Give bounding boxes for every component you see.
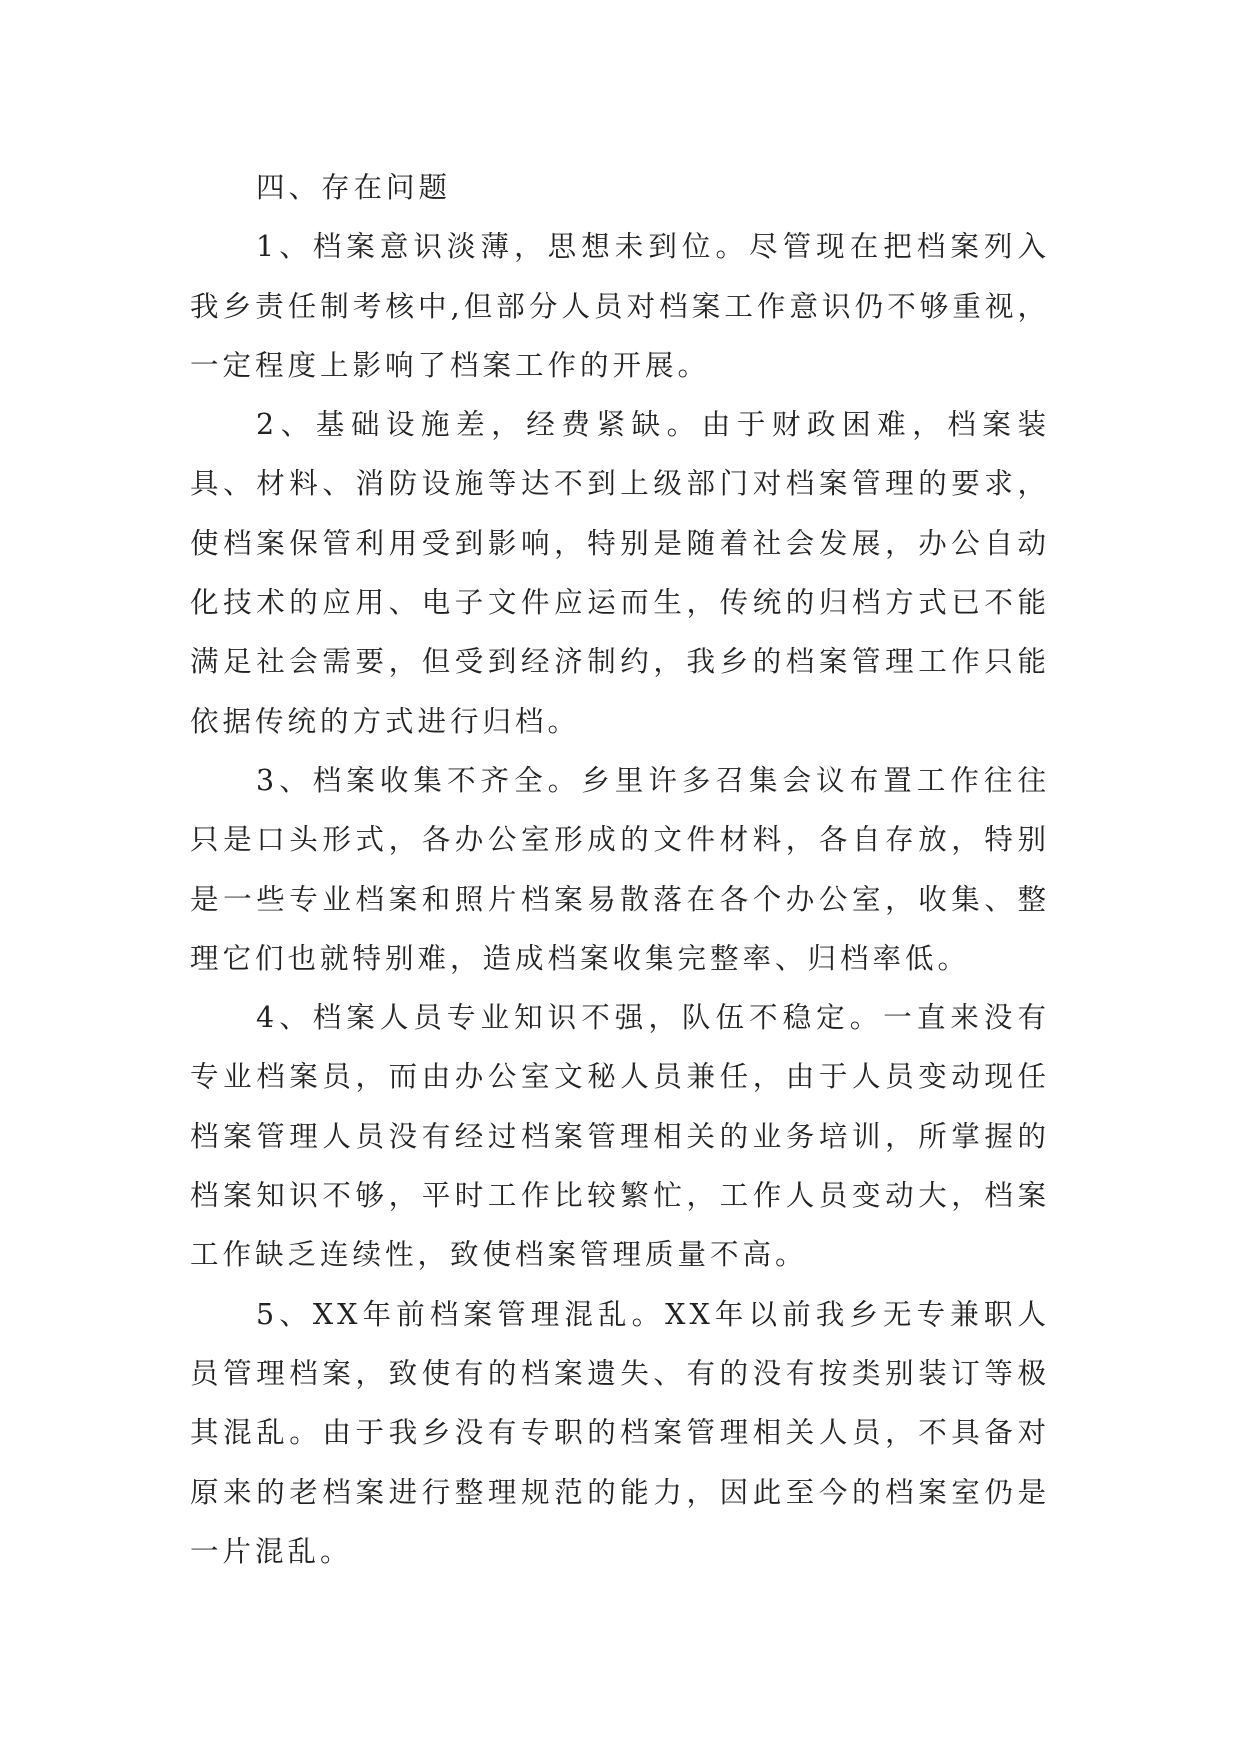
paragraph-2: 2、基础设施差，经费紧缺。由于财政困难，档案装具、材料、消防设施等达不到上级部门对档案管理的要求，使档案保管利用受到影响，特别是随着社会发展，办公自动化技术的应用、电子文件应运而生，传统的归档方式已不能满足社会需要，但受到经济制约，我乡的档案管理工作只能依据传统的方式进行归档。 bbox=[190, 408, 1050, 738]
document-body bbox=[190, 158, 1050, 1581]
paragraph-5: 5、XX年前档案管理混乱。XX年以前我乡无专兼职人员管理档案，致使有的档案遗失、有的没有按类别装订等极其混乱。由于我乡没有专职的档案管理相关人员，不具备对原来的老档案进行整理规范的能力，因此至今的档案室仍是一片混乱。 bbox=[190, 1297, 1050, 1568]
section-heading: 四、存在问题 bbox=[256, 171, 452, 204]
paragraph-3: 3、档案收集不齐全。乡里许多召集会议布置工作往往只是口头形式，各办公室形成的文件材料，各自存放，特别是一些专业档案和照片档案易散落在各个办公室，收集、整理它们也就特别难，造成档案收集完整率、归档率低。 bbox=[190, 763, 1050, 975]
paragraph-1: 1、档案意识淡薄，思想未到位。尽管现在把档案列入我乡责任制考核中,但部分人员对档案工作意识仍不够重视，一定程度上影响了档案工作的开展。 bbox=[190, 230, 1050, 382]
paragraph-4: 4、档案人员专业知识不强，队伍不稳定。一直来没有专业档案员，而由办公室文秘人员兼任，由于人员变动现任档案管理人员没有经过档案管理相关的业务培训，所掌握的档案知识不够，平时工作比较繁忙，工作人员变动大，档案工作缺乏连续性，致使档案管理质量不高。 bbox=[190, 1001, 1050, 1272]
